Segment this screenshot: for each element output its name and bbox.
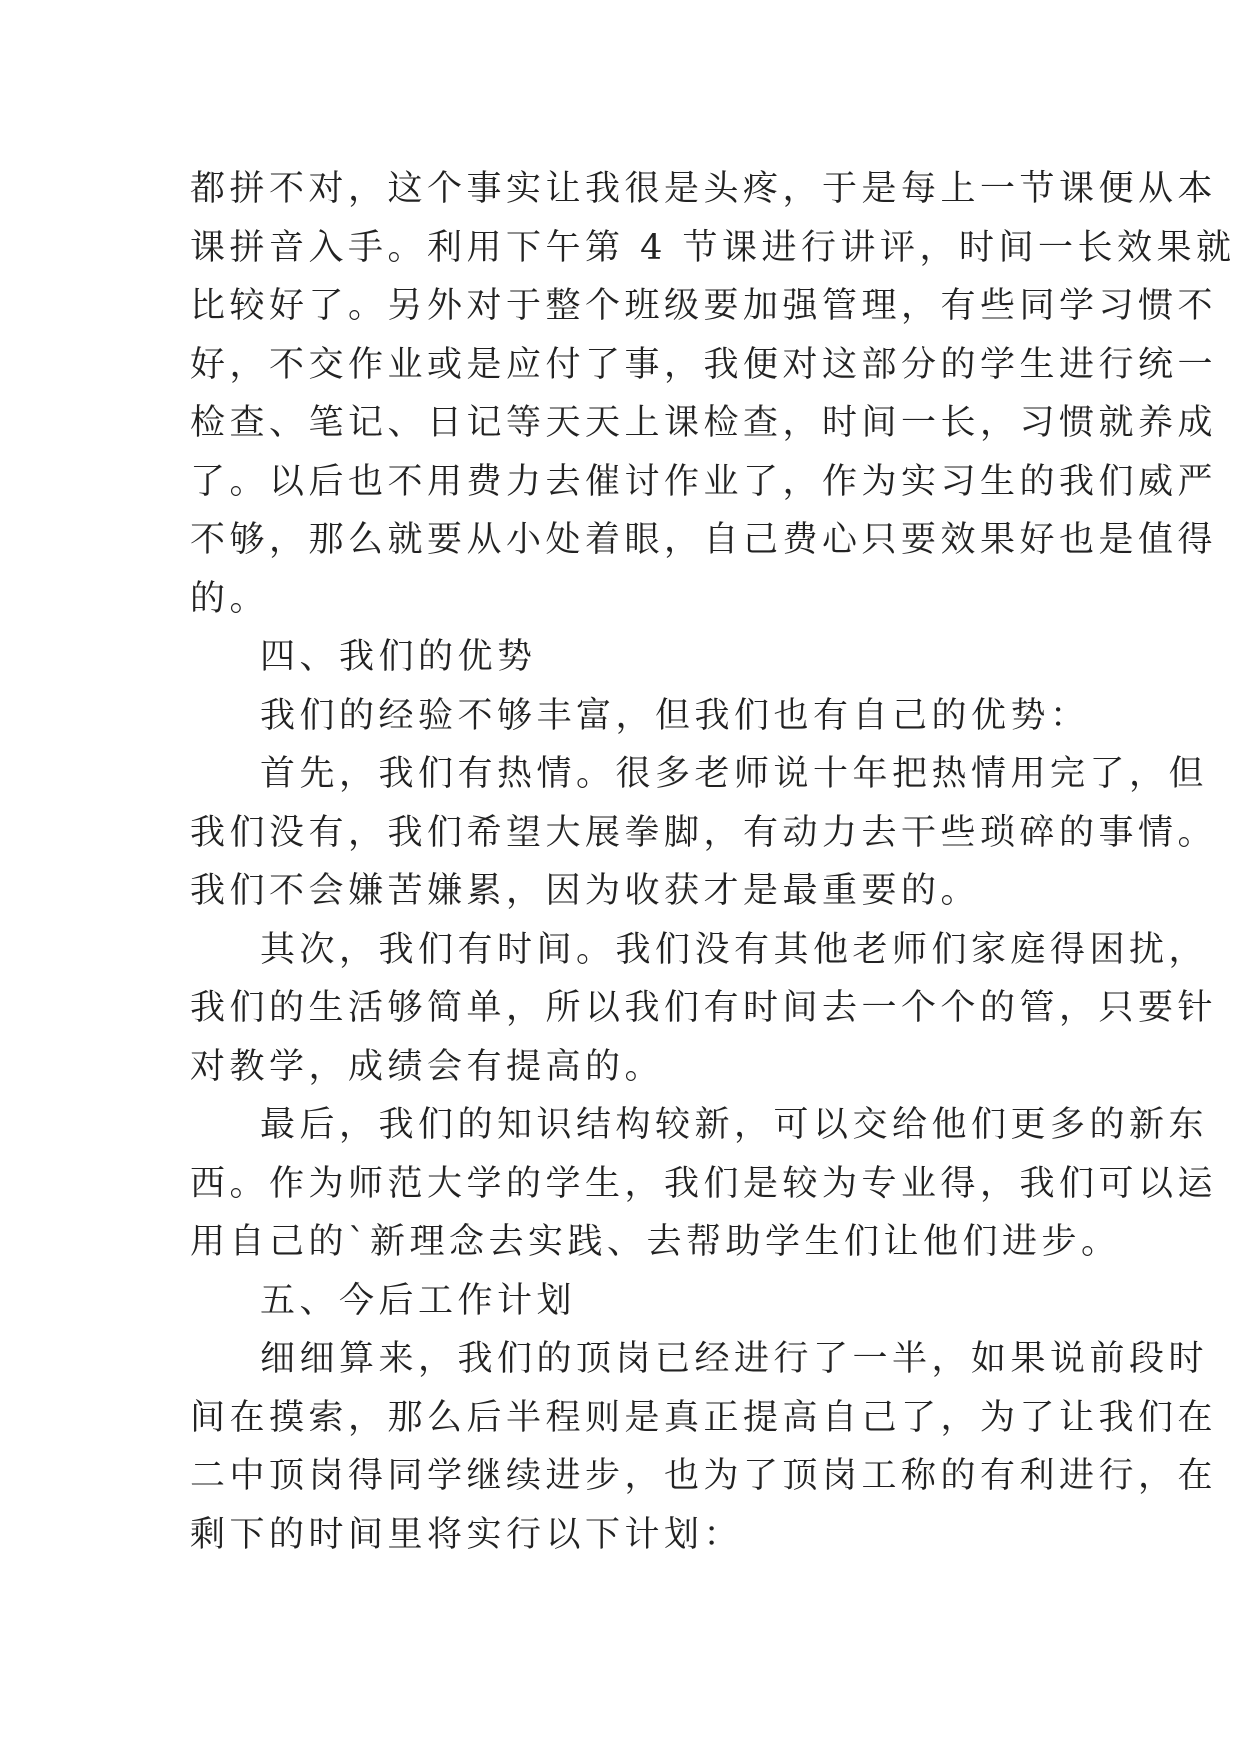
text-line: 都拼不对，这个事实让我很是头疼，于是每上一节课便从本 <box>190 169 1218 209</box>
text-line: 的。 <box>190 578 270 619</box>
text-line: 课拼音入手。利用下午第 4 节课进行讲评，时间一长效果就 <box>190 227 1236 268</box>
text-line: 对教学，成绩会有提高的。 <box>190 1046 665 1087</box>
document-body <box>190 160 1236 1564</box>
text-line: 我们的生活够简单，所以我们有时间去一个个的管，只要针 <box>190 988 1218 1028</box>
section-heading-work-plan: 五、今后工作计划 <box>260 1280 577 1321</box>
section-heading-advantages: 四、我们的优势 <box>260 637 537 677</box>
text-line: 不够，那么就要从小处着眼，自己费心只要效果好也是值得 <box>190 520 1218 560</box>
text-line: 我们不会嫌苦嫌累，因为收获才是最重要的。 <box>190 871 981 911</box>
text-line: 西。作为师范大学的学生，我们是较为专业得，我们可以运 <box>190 1163 1218 1204</box>
text-line: 剩下的时间里将实行以下计划： <box>190 1514 744 1555</box>
text-line: 首先，我们有热情。很多老师说十年把热情用完了，但 <box>260 754 1209 794</box>
text-line: 用自己的`新理念去实践、去帮助学生们让他们进步。 <box>190 1222 1121 1262</box>
text-line: 我们没有，我们希望大展拳脚，有动力去干些琐碎的事情。 <box>190 812 1218 853</box>
text-line: 最后，我们的知识结构较新，可以交给他们更多的新东 <box>260 1105 1209 1145</box>
text-line: 间在摸索，那么后半程则是真正提高自己了，为了让我们在 <box>190 1397 1218 1438</box>
text-line: 比较好了。另外对于整个班级要加强管理，有些同学习惯不 <box>190 286 1218 326</box>
text-line: 检查、笔记、日记等天天上课检查，时间一长，习惯就养成 <box>190 403 1218 443</box>
text-line: 好，不交作业或是应付了事，我便对这部分的学生进行统一 <box>190 344 1218 385</box>
text-line: 我们的经验不够丰富，但我们也有自己的优势： <box>260 695 1090 736</box>
text-line: 了。以后也不用费力去催讨作业了，作为实习生的我们威严 <box>190 461 1218 502</box>
text-line: 二中顶岗得同学继续进步，也为了顶岗工称的有利进行，在 <box>190 1456 1218 1496</box>
text-line: 细细算来，我们的顶岗已经进行了一半，如果说前段时 <box>260 1339 1209 1379</box>
text-line: 其次，我们有时间。我们没有其他老师们家庭得困扰， <box>260 929 1209 970</box>
